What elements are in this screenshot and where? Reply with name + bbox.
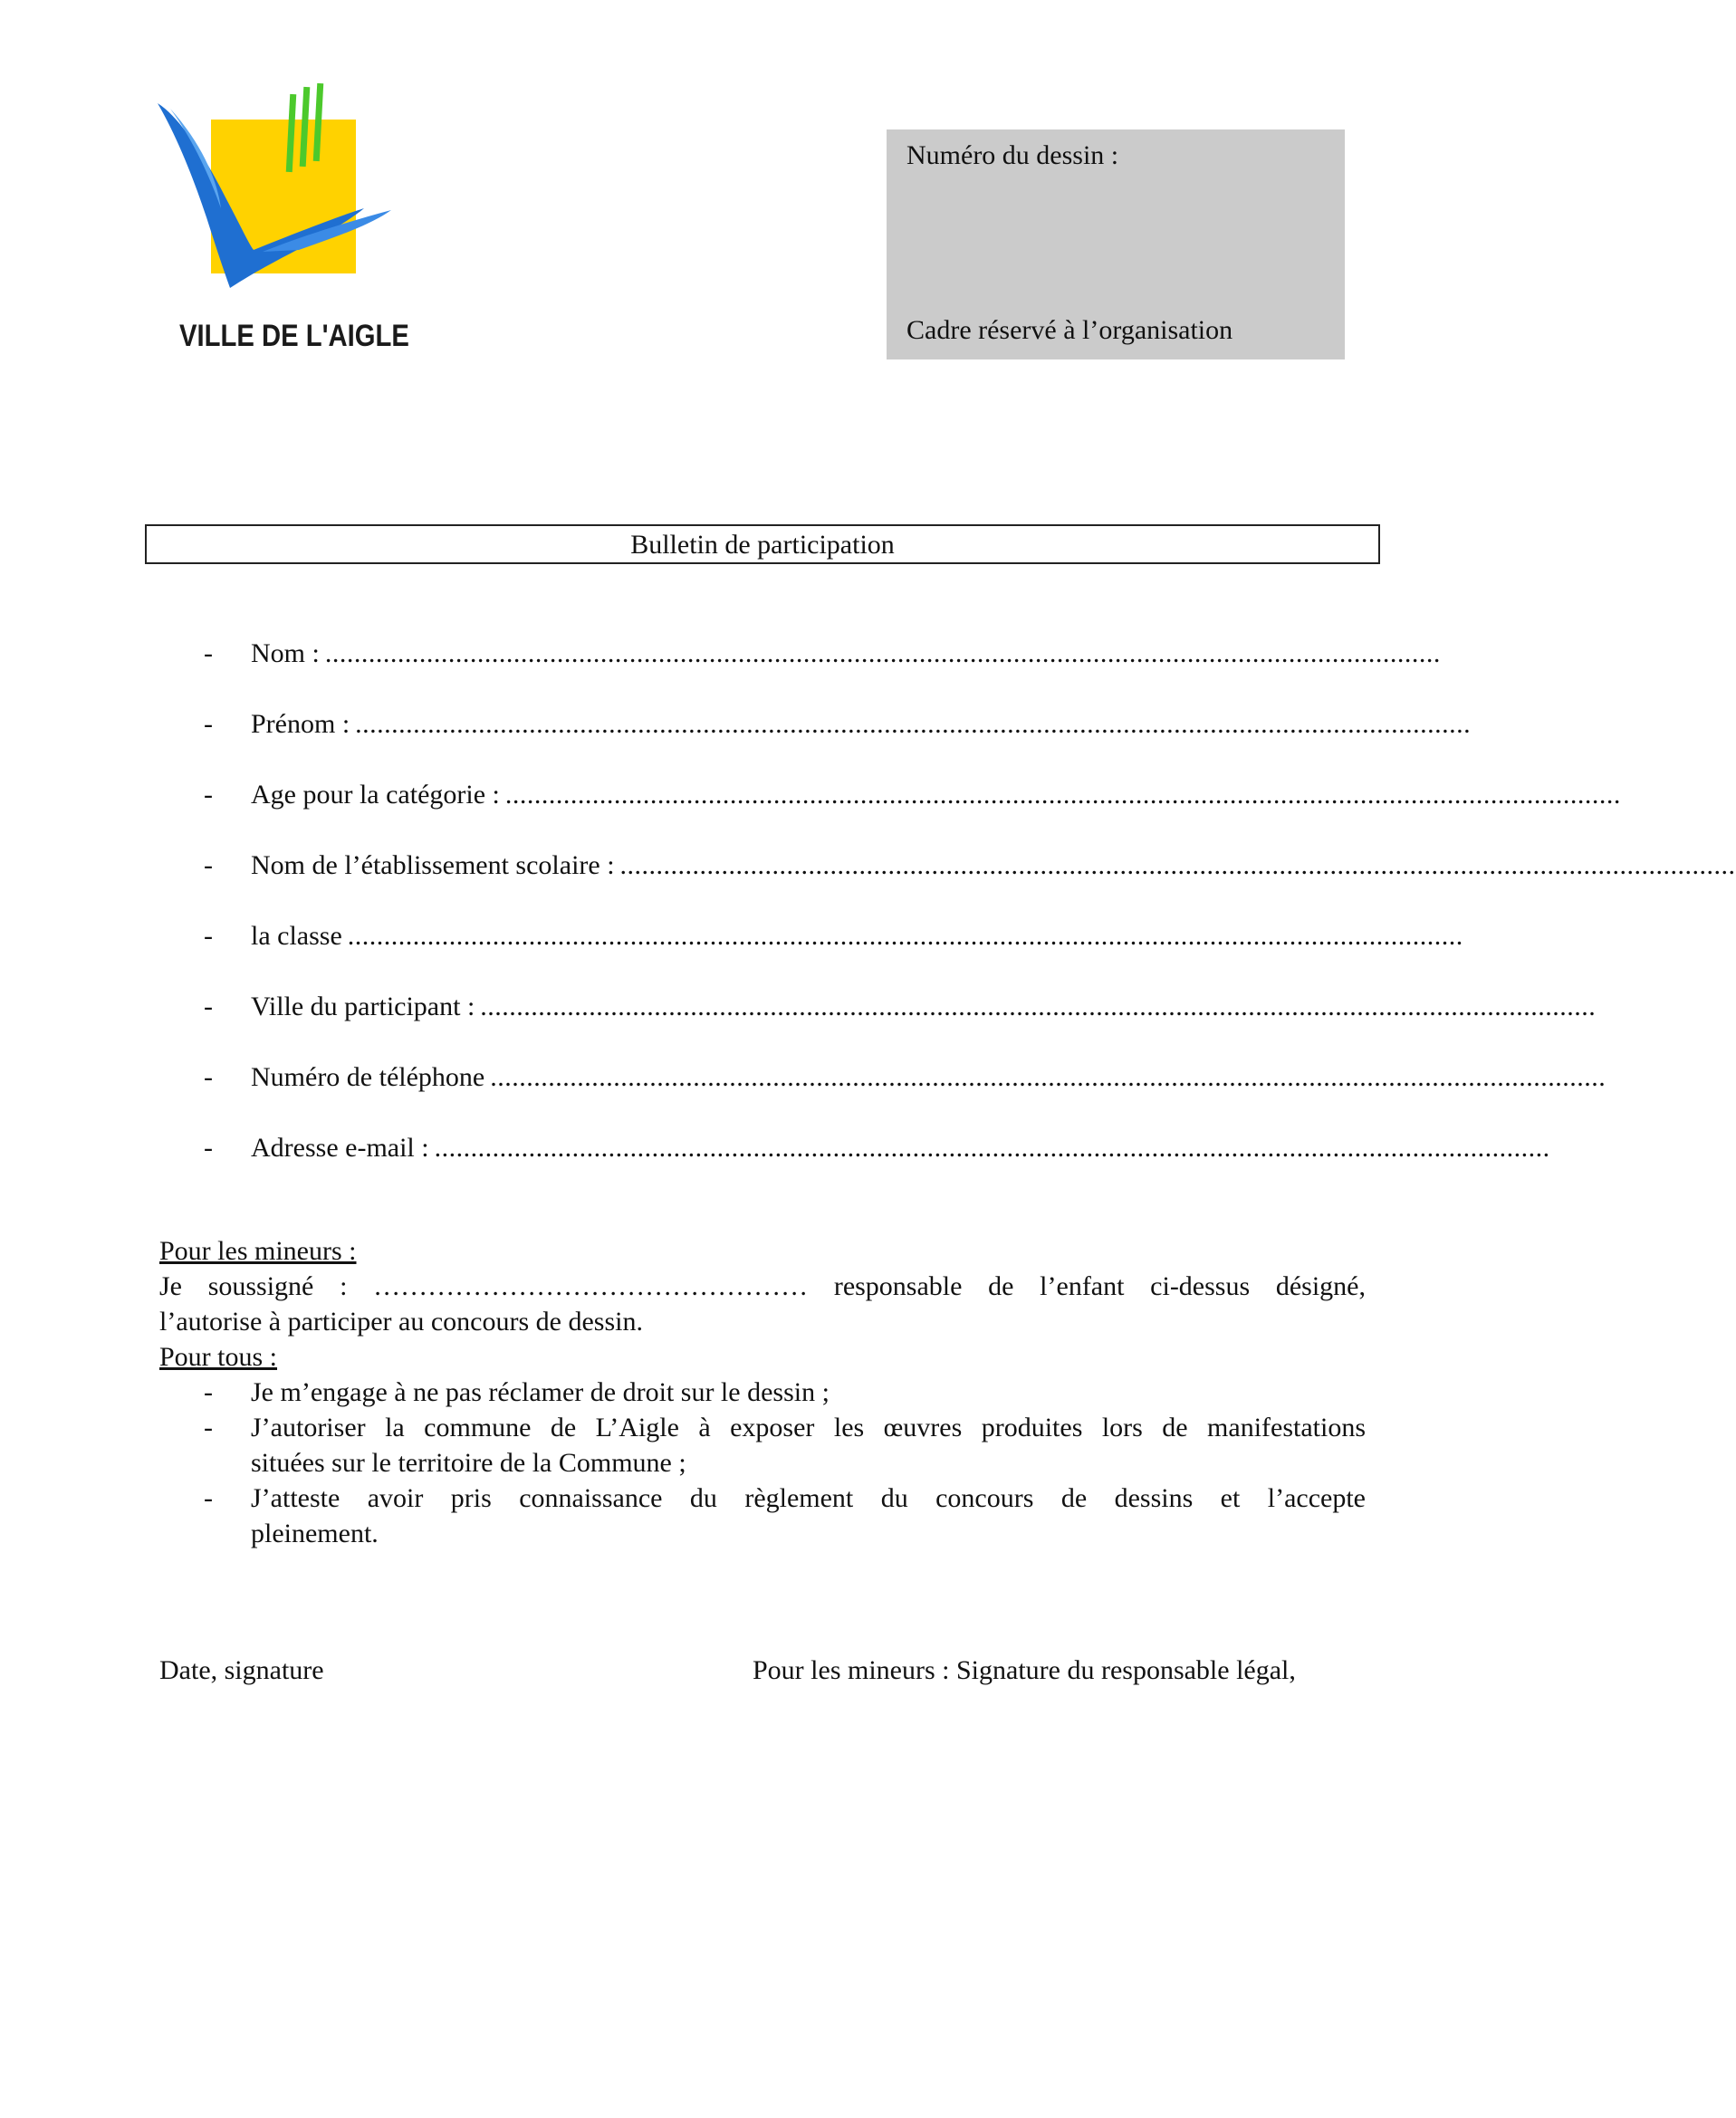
bullet-dash: - [204,1377,213,1407]
field-dots: .......................................................................................................................................................... [347,921,1463,951]
field-dots: .......................................................................................................................................................... [434,1133,1550,1163]
commitment-line: J’autoriser la commune de L’Aigle à exposer les œuvres produites lors de manifestations [251,1413,1366,1442]
field-dots: .......................................................................................................................................................... [490,1062,1607,1092]
form-title: Bulletin de participation [145,524,1380,564]
bullet-dash: - [204,921,213,951]
bullet-dash: - [204,850,213,880]
field-etablissement[interactable] [204,848,1736,884]
bullet-dash: - [204,1483,213,1513]
field-label: Numéro de téléphone [251,1062,485,1092]
minors-heading: Pour les mineurs : [159,1236,357,1266]
field-classe[interactable] [204,918,1463,954]
all-heading: Pour tous : [159,1342,278,1372]
field-dots: .......................................................................................................................................................... [355,709,1472,739]
field-dots: .......................................................................................................................................................... [480,992,1597,1021]
field-label: Age pour la catégorie : [251,780,500,810]
logo-graphic [154,81,426,317]
bullet-dash: - [204,1133,213,1163]
reserved-note: Cadre réservé à l’organisation [906,315,1233,345]
field-label: Ville du participant : [251,992,475,1021]
field-dots: .......................................................................................................................................................... [619,850,1736,880]
commitment-line: situées sur le territoire de la Commune ; [251,1448,686,1478]
bullet-dash: - [204,1413,213,1442]
bullet-dash: - [204,992,213,1021]
bullet-dash: - [204,780,213,810]
field-label: Nom de l’établissement scolaire : [251,850,615,880]
commitment-line: pleinement. [251,1519,379,1548]
field-dots: .......................................................................................................................................................... [504,780,1621,810]
field-prenom[interactable] [204,706,1472,743]
field-telephone[interactable] [204,1059,1607,1096]
guardian-signature-label: Pour les mineurs : Signature du responsable légal, [753,1655,1296,1685]
field-label: Prénom : [251,709,350,739]
field-label: Nom : [251,638,320,668]
field-email[interactable] [204,1130,1550,1166]
field-label: la classe [251,921,342,951]
minors-declaration-line2: l’autorise à participer au concours de dessin. [159,1307,643,1337]
reserved-box [887,129,1345,359]
field-ville[interactable] [204,989,1597,1025]
field-nom[interactable] [204,636,1441,672]
field-label: Adresse e-mail : [251,1133,429,1163]
bullet-dash: - [204,709,213,739]
minors-declaration-line1: Je soussigné : ………………………………………… responsable de l’enfant ci-dessus désigné, [159,1271,1366,1301]
bullet-dash: - [204,1062,213,1092]
drawing-number-label: Numéro du dessin : [906,140,1119,170]
field-dots: .......................................................................................................................................................... [324,638,1441,668]
logo-text: VILLE DE L'AIGLE [179,319,409,353]
bullet-dash: - [204,638,213,668]
ville-de-laigle-logo [154,81,426,371]
date-signature-label: Date, signature [159,1655,324,1685]
field-age[interactable] [204,777,1621,813]
commitment-line: J’atteste avoir pris connaissance du règlement du concours de dessins et l’accepte [251,1483,1366,1513]
commitment-line: Je m’engage à ne pas réclamer de droit sur le dessin ; [251,1377,830,1407]
